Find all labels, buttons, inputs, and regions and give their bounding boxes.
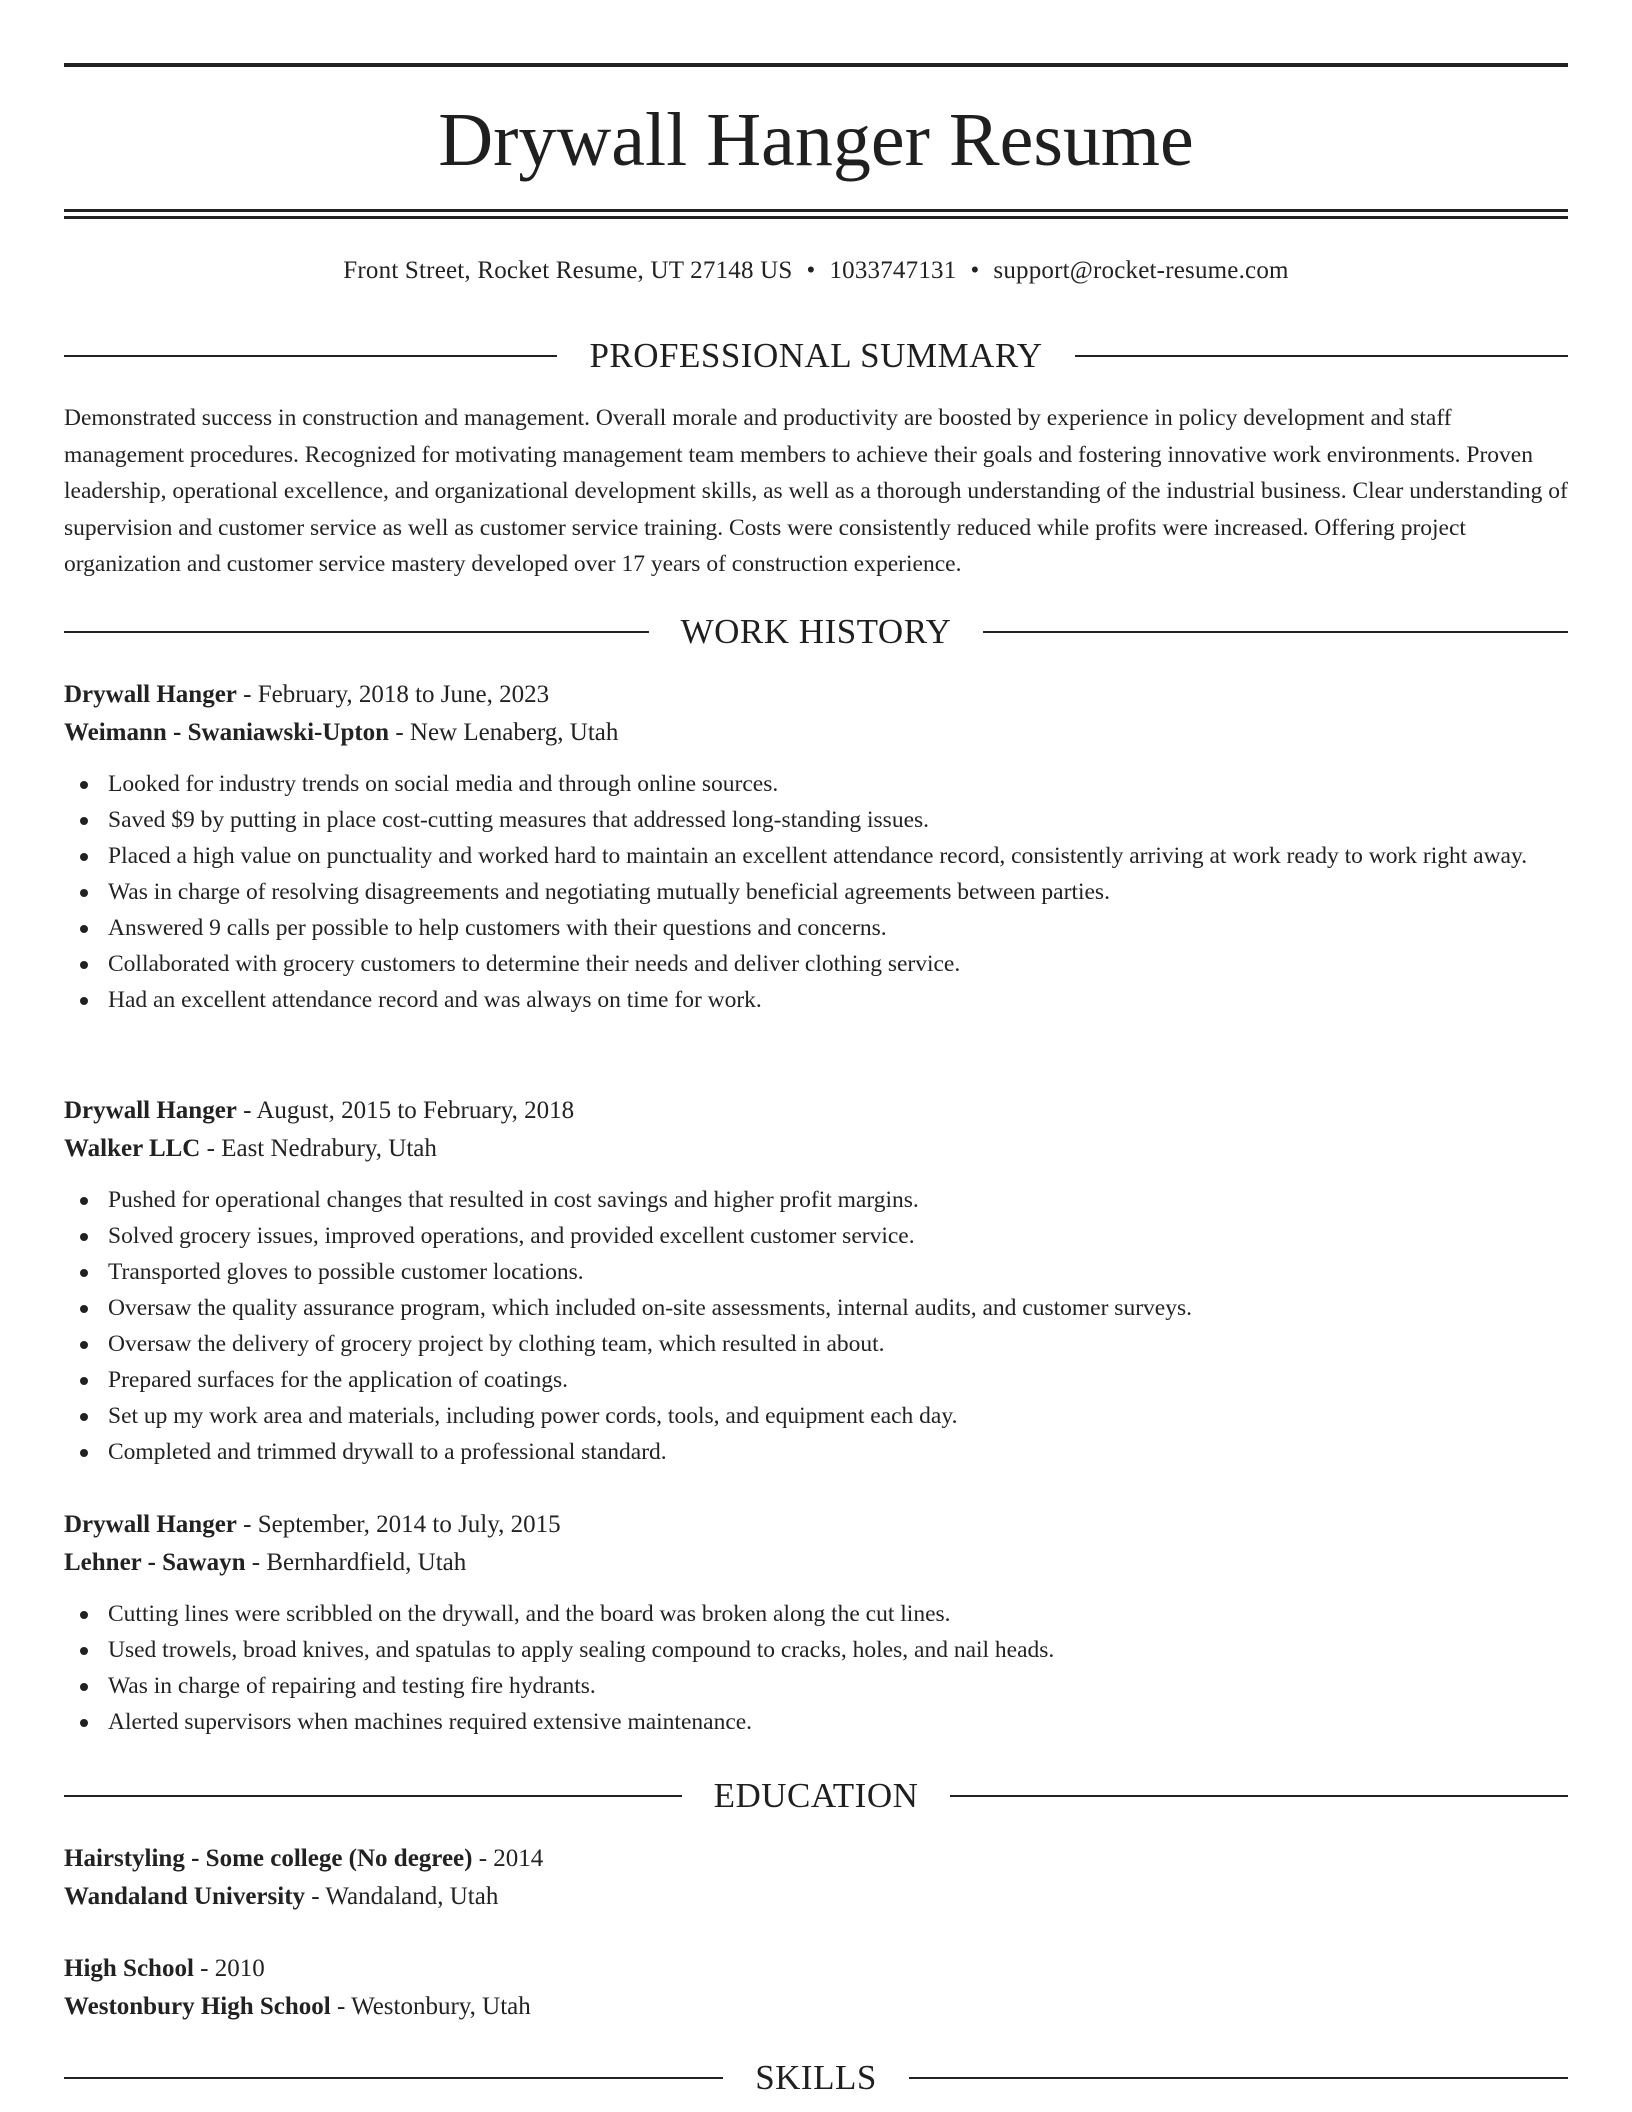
job-dates: - August, 2015 to February, 2018 — [236, 1097, 575, 1124]
job-bullet: Placed a high value on punctuality and worked hard to maintain an excellent attendance record, consistently arriving at work ready to work right away. — [64, 838, 1568, 874]
resume-title: Drywall Hanger Resume — [438, 98, 1194, 182]
top-rule — [64, 63, 1568, 67]
job-title: Drywall Hanger — [64, 1511, 237, 1538]
contact-separator: • — [806, 257, 816, 284]
section-header-skills — [64, 2056, 1568, 2100]
education-degree: High School — [64, 1955, 194, 1982]
job-dates: - February, 2018 to June, 2023 — [236, 681, 550, 708]
education-entry — [64, 1840, 1568, 1916]
education-degree-line — [64, 1840, 1568, 1878]
contact-email: support@rocket-resume.com — [993, 257, 1289, 284]
job-location: - East Nedrabury, Utah — [200, 1135, 437, 1162]
job-bullet: Cutting lines were scribbled on the drywall, and the board was broken along the cut lines. — [64, 1596, 1568, 1632]
contact-separator: • — [970, 257, 980, 284]
education-school-line — [64, 1988, 1568, 2026]
section-rule — [983, 631, 1568, 633]
education-degree-line — [64, 1950, 1568, 1988]
job-bullet: Solved grocery issues, improved operations, and provided excellent customer service. — [64, 1218, 1568, 1254]
education-year: - 2014 — [472, 1845, 544, 1872]
job-company-line — [64, 1544, 1568, 1582]
education-location: - Wandaland, Utah — [305, 1883, 499, 1910]
job-dates: - September, 2014 to July, 2015 — [236, 1511, 561, 1538]
contact-line — [64, 254, 1568, 288]
job-title-line — [64, 1092, 1568, 1130]
education-school-line — [64, 1878, 1568, 1916]
job-entry — [64, 676, 1568, 1018]
section-header-education — [64, 1774, 1568, 1818]
education-degree: Hairstyling - Some college (No degree) — [64, 1845, 473, 1872]
job-company-line — [64, 1130, 1568, 1168]
job-entry — [64, 1092, 1568, 1470]
section-rule — [909, 2077, 1568, 2079]
education-entry — [64, 1950, 1568, 2026]
job-bullet: Had an excellent attendance record and was always on time for work. — [64, 982, 1568, 1018]
job-bullet: Oversaw the delivery of grocery project by clothing team, which resulted in about. — [64, 1326, 1568, 1362]
section-rule — [64, 355, 557, 357]
job-company: Walker LLC — [64, 1135, 201, 1162]
section-header-summary — [64, 334, 1568, 378]
job-entry — [64, 1506, 1568, 1740]
job-title: Drywall Hanger — [64, 681, 237, 708]
job-location: - New Lenaberg, Utah — [389, 719, 619, 746]
contact-phone: 1033747131 — [829, 257, 957, 284]
section-title-skills: SKILLS — [755, 2058, 877, 2097]
section-rule — [1075, 355, 1568, 357]
job-bullet: Collaborated with grocery customers to determine their needs and deliver clothing service. — [64, 946, 1568, 982]
job-bullet: Pushed for operational changes that resulted in cost savings and higher profit margins. — [64, 1182, 1568, 1218]
job-bullet: Oversaw the quality assurance program, which included on-site assessments, internal audits, and customer surveys. — [64, 1290, 1568, 1326]
title-double-rule — [64, 209, 1568, 219]
job-title: Drywall Hanger — [64, 1097, 237, 1124]
job-company: Lehner - Sawayn — [64, 1549, 246, 1576]
job-company: Weimann - Swaniawski-Upton — [64, 719, 390, 746]
job-bullets — [64, 1182, 1568, 1470]
job-bullet: Answered 9 calls per possible to help customers with their questions and concerns. — [64, 910, 1568, 946]
section-rule — [950, 1795, 1568, 1797]
job-bullets — [64, 766, 1568, 1018]
section-title-summary: PROFESSIONAL SUMMARY — [589, 336, 1043, 375]
job-title-line — [64, 1506, 1568, 1544]
job-title-line — [64, 676, 1568, 714]
job-bullet: Was in charge of resolving disagreements and negotiating mutually beneficial agreements between parties. — [64, 874, 1568, 910]
education-school: Westonbury High School — [64, 1993, 331, 2020]
education-year: - 2010 — [193, 1955, 265, 1982]
section-rule — [64, 631, 649, 633]
job-location: - Bernhardfield, Utah — [245, 1549, 467, 1576]
section-header-work — [64, 610, 1568, 654]
section-rule — [64, 1795, 682, 1797]
education-location: - Westonbury, Utah — [330, 1993, 531, 2020]
job-bullet: Alerted supervisors when machines required extensive maintenance. — [64, 1704, 1568, 1740]
contact-address: Front Street, Rocket Resume, UT 27148 US — [343, 257, 793, 284]
job-bullet: Set up my work area and materials, including power cords, tools, and equipment each day. — [64, 1398, 1568, 1434]
section-title-education: EDUCATION — [713, 1776, 919, 1815]
job-bullet: Was in charge of repairing and testing fire hydrants. — [64, 1668, 1568, 1704]
job-bullet: Used trowels, broad knives, and spatulas to apply sealing compound to cracks, holes, and nail heads. — [64, 1632, 1568, 1668]
job-bullet: Saved $9 by putting in place cost-cutting measures that addressed long-standing issues. — [64, 802, 1568, 838]
summary-text: Demonstrated success in construction and management. Overall morale and productivity are boosted by experience in policy development and staff management procedures. Recognized for motivating management team members to achieve their goals and fostering innovative work environments. Proven leadership, operational excellence, and organizational development skills, as well as a thorough understanding of the industrial business. Clear understanding of supervision and customer service as well as customer service training. Costs were consistently reduced while profits were increased. Offering project organization and customer service mastery developed over 17 years of construction experience. — [64, 405, 1568, 577]
education-school: Wandaland University — [64, 1883, 306, 1910]
job-bullet: Looked for industry trends on social media and through online sources. — [64, 766, 1568, 802]
job-bullets — [64, 1596, 1568, 1740]
section-title-work: WORK HISTORY — [680, 612, 952, 651]
section-rule — [64, 2077, 723, 2079]
job-bullet: Prepared surfaces for the application of coatings. — [64, 1362, 1568, 1398]
job-bullet: Completed and trimmed drywall to a professional standard. — [64, 1434, 1568, 1470]
job-company-line — [64, 714, 1568, 752]
job-bullet: Transported gloves to possible customer locations. — [64, 1254, 1568, 1290]
